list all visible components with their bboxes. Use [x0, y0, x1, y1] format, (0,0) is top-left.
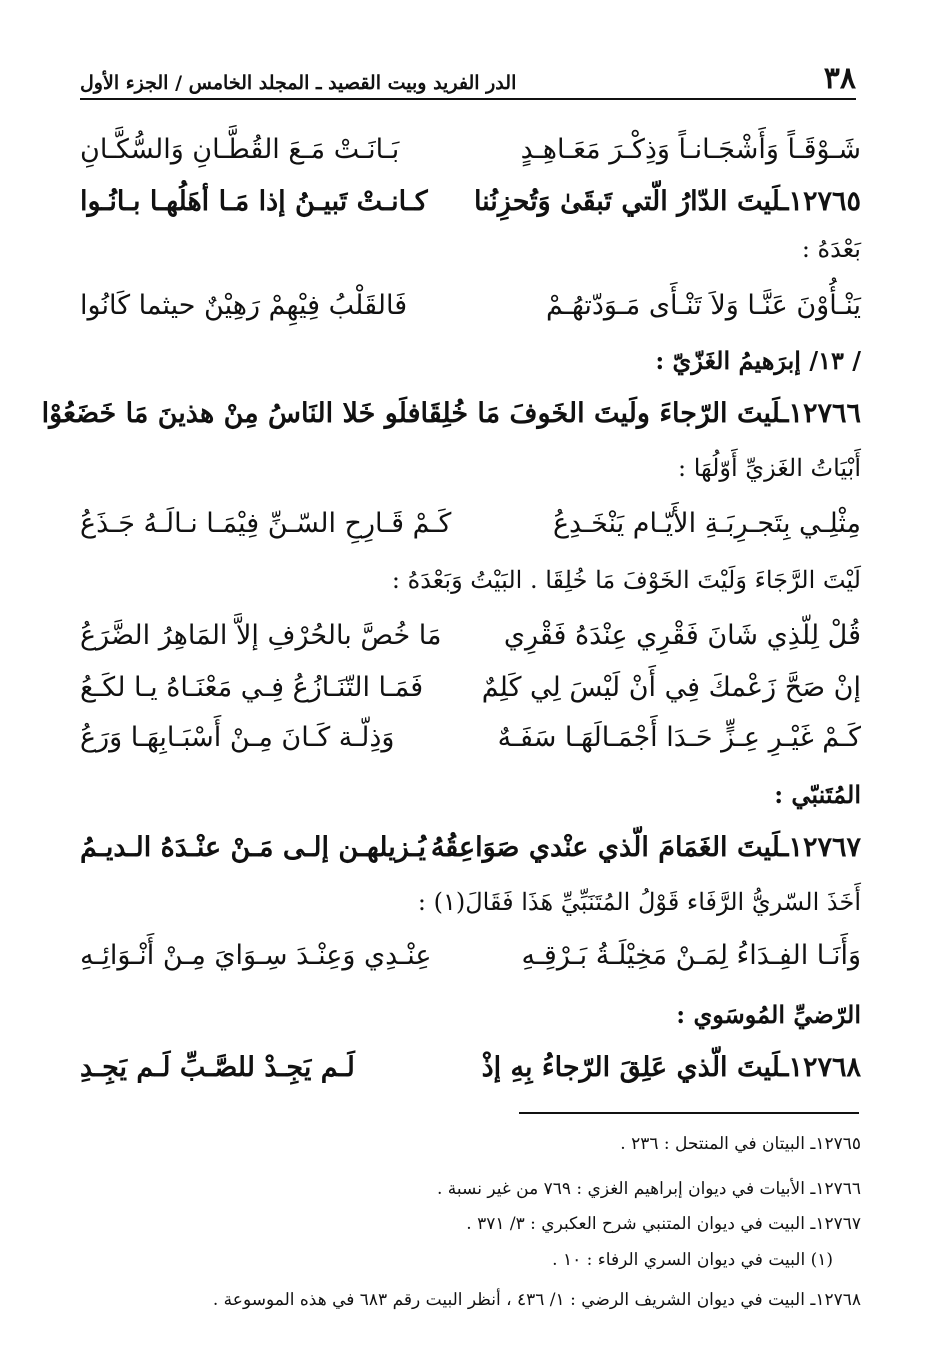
verse-second-hemistich: فَالقَلْبُ فِيْهِمْ رَهِيْنٌ حيثما كَانُوا [80, 290, 408, 321]
prose-line: لَيْتَ الرَّجَاءَ وَلَيْتَ الخَوْفَ مَا خُلِقَا . البَيْتُ وَبَعْدَهُ : [391, 566, 861, 594]
verse-number: ١٢٧٦٨ـ [780, 1052, 861, 1083]
verse-second-hemistich: بَـانَـتْ مَـعَ القُطَّـانِ وَالسُّكَّـانِ [80, 134, 400, 165]
verse-number: ١٢٧٦٥ـ [780, 186, 861, 217]
verse-number: ١٢٧٦٧ـ [780, 832, 861, 863]
verse-line [80, 290, 861, 321]
footnote: (١) البيت في ديوان السري الرفاء : ١٠ . [552, 1250, 833, 1270]
verse-second-hemistich: كَـمْ قَـارِحِ السّـنِّ فِيْمَـا نـالَـهُ جَـذَعُ [80, 508, 452, 539]
verse-line [80, 722, 861, 753]
verse-first-hemistich: ١٢٧٦٦ـلَيتَ الرّجاءَ ولَيتَ الخَوفَ مَا خُلِقَا [420, 398, 861, 429]
prose-line: بَعْدَهُ : [801, 235, 861, 263]
verse-line [80, 672, 861, 703]
footnote: ١٢٧٦٦ـ الأبيات في ديوان إبراهيم الغزي : ٧٦٩ من غير نسبة . [436, 1179, 861, 1199]
prose-line: أَبْيَاتُ الغَزيِّ أَوّلُهَا : [678, 454, 861, 482]
verse-first-hemistich: إنْ صَحَّ زَعْمكَ فِي أَنْ لَيْسَ لِي كَلِمٌ [481, 672, 861, 703]
verse-second-hemistich: فَمَـا التّنَـازُعُ فِـي مَعْنَـاهُ يـا لكَـعُ [80, 672, 424, 703]
verse-second-hemistich: فلَو خَلا النَاسُ مِنْ هذينَ مَا خَضَعُوْا [41, 398, 421, 429]
verse-first-hemistich: شَـوْقَـاً وَأَشْجَـانـاً وَذِكْـرَ مَعَـاهِـدٍ [520, 134, 861, 165]
verse-second-hemistich: لَـم يَجِـدْ للصَّـبِّ لَـم يَجِـدِ [80, 1052, 355, 1083]
verse-number: ١٢٧٦٦ـ [780, 398, 861, 429]
verse-line-12767 [80, 832, 861, 863]
verse-line [80, 134, 861, 165]
verse-first-hemistich: وَأَنَـا الفِـدَاءُ لِمَـنْ مَخِيْلَـةُ بَـرْقِـهِ [521, 940, 861, 971]
verse-line [80, 940, 861, 971]
verse-second-hemistich: وَذِلّـة كَـانَ مِـنْ أَسْبَـابِهَـا وَرَعُ [80, 722, 395, 753]
verse-second-hemistich: يُـزيلهـن إلـى مَـنْ عنْـدَهُ الـديـمُ [80, 832, 427, 863]
footnote: ١٢٧٦٨ـ البيت في ديوان الشريف الرضي : ١/ ٤٣٦ ، أنظر البيت رقم ٦٨٣ في هذه الموسوعة . [212, 1290, 861, 1310]
page-header [80, 58, 856, 100]
verse-first-hemistich: يَنْـأُوْنَ عَنَّـا وَلاَ تَنْـأَى مَـوَدّتهُـمْ [546, 290, 861, 321]
verse-line-12768 [80, 1052, 861, 1083]
prose-line: أَخَذَ السّريُّ الرَّفَاء قَوْلُ المُتَنَبِّيِّ هَذَا فَقَالَ(١) : [417, 888, 861, 916]
verse-second-hemistich: مَا خُصَّ بالحُرْفِ إلاَّ المَاهِرُ الضَّرَعُ [80, 620, 442, 651]
verse-line-12765 [80, 186, 861, 217]
verse-first-hemistich: ١٢٧٦٨ـلَيتَ الّذي عَلِقَ الرّجاءُ بِهِ إذْ [481, 1052, 861, 1083]
footnote: ١٢٧٦٧ـ البيت في ديوان المتنبي شرح العكبري : ٣/ ٣٧١ . [466, 1214, 861, 1234]
verse-first-hemistich: مِثْلِـي بِتَجـرِبَـةِ الأَيّـام يَنْخَـدِعُ [552, 508, 861, 539]
poet-heading: / ١٣/ إبرَهيمُ الغَزّيّ : [655, 346, 861, 375]
verse-first-hemistich: كَـمْ غَيْـرِ عِـزٍّ حَـدَا أَجْمَـالَهَـا سَفَـهٌ [497, 722, 861, 753]
poet-heading: الرّضيِّ المُوسَوي : [676, 1000, 861, 1029]
verse-first-hemistich: ١٢٧٦٧ـلَيتَ الغَمَامَ الّذي عنْدي صَوَاعِقُهُ [430, 832, 861, 863]
verse-line [80, 508, 861, 539]
poet-heading: المُتَنبّي : [774, 780, 861, 809]
verse-line [80, 620, 861, 651]
verse-line-12766 [41, 398, 861, 429]
footnote-divider [519, 1112, 859, 1114]
page-number: ٣٨ [823, 61, 856, 96]
running-title: الدر الفريد وبيت القصيد ـ المجلد الخامس / الجزء الأول [80, 72, 517, 94]
verse-first-hemistich: قُلْ لِلّذِي شَانَ فَقْرِي عِنْدَهُ فَقْرِي [503, 620, 861, 651]
verse-second-hemistich: كـانـتْ تَبيـنُ إذا مَـا أهَلُهـا بـانُـوا [80, 186, 428, 217]
verse-first-hemistich: ١٢٧٦٥ـلَيتَ الدّارُ الّتي تَبقَىٰ وَتُحزِنُنا [473, 186, 861, 217]
footnote: ١٢٧٦٥ـ البيتان في المنتحل : ٢٣٦ . [620, 1134, 861, 1154]
verse-second-hemistich: عِنْـدِي وَعِنْـدَ سِـوَايَ مِـنْ أَنْـوَائِـهِ [80, 940, 432, 971]
